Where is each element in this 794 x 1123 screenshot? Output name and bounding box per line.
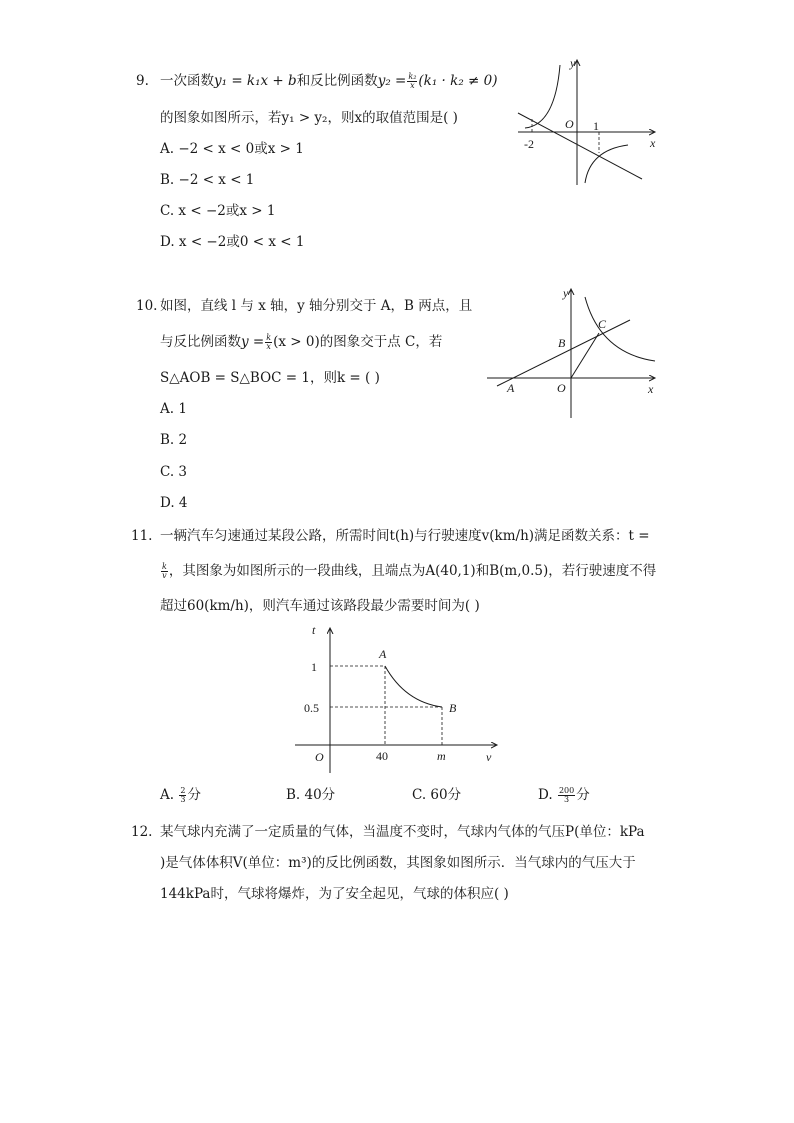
q11-curve [385,666,442,707]
question-10-line-2 [160,333,442,351]
q9-math-y2: y₂ = [377,73,407,89]
q10-fraction: $\frac{k}{x}$ [266,333,272,351]
q9-hyperbola-right [585,145,628,183]
question-9-option-a[interactable]: A. −2 < x < 0或x > 1 [160,141,304,157]
question-10-option-d[interactable]: D. 4 [160,495,188,511]
question-11-option-a[interactable]: A. $\frac{2}{3}$ 分 [160,786,201,804]
q11-point-b: B [449,701,457,715]
q10-point-b: B [558,336,566,350]
question-9-option-b[interactable]: B. −2 < x < 1 [160,172,255,188]
question-11-figure [290,618,510,778]
q10-point-c: C [598,317,607,331]
q10-x-label: x [648,382,654,396]
q11-y-label: t [312,623,316,637]
question-9-line-1 [160,72,497,90]
q11-line-2-text: ，其图象为如图所示的一段曲线，且端点为A(40,1)和B(m,0.5)，若行驶速度不得 [168,563,657,579]
question-9-line-2: 的图象如图所示，若y₁ > y₂，则x的取值范围是( ) [160,110,458,126]
question-10-option-b[interactable]: B. 2 [160,432,188,448]
q10-y-label: y [563,286,569,300]
q10-math-y: y = [241,334,265,350]
q11-origin-label: O [315,750,324,764]
q10-origin-label: O [557,381,566,395]
q11-x-label: v [486,750,492,764]
question-11-line-3: 超过60(km/h)，则汽车通过该路段最少需要时间为( ) [160,598,480,614]
q11-option-d-fraction: $\frac{200}{3}$ [558,786,575,804]
question-12-line-2: )是气体体积V(单位：m³)的反比例函数，其图象如图所示．当气球内的气压大于 [160,855,636,871]
question-12-number: 12. [131,824,153,840]
question-10-figure [485,283,665,423]
q9-text-a: 一次函数 [160,73,214,89]
q10-segment-oc [571,333,599,378]
q9-origin-label: O [565,117,574,131]
question-11-option-d[interactable]: D. $\frac{200}{3}$ 分 [538,786,590,804]
q11-fraction: $\frac{k}{v}$ [162,562,167,580]
question-9-figure [510,55,670,190]
question-10-option-c[interactable]: C. 3 [160,464,188,480]
q11-tick-1: 1 [311,660,317,674]
question-10-option-a[interactable]: A. 1 [160,401,187,417]
question-11-number: 11. [131,528,153,544]
q11-tick-05: 0.5 [304,701,319,715]
q10-text-c: (x > 0)的图象交于点 C，若 [273,334,443,350]
q9-tick-1: 1 [593,119,599,133]
q9-text-c: 和反比例函数 [296,73,378,89]
question-10-line-1: 如图，直线 l 与 x 轴，y 轴分别交于 A，B 两点，且 [160,298,473,314]
q9-tick-neg2: -2 [524,137,534,151]
q10-text-a: 与反比例函数 [160,334,241,350]
question-10-number: 10. [136,298,158,314]
q11-option-a-fraction: $\frac{2}{3}$ [180,786,186,804]
q10-point-a: A [507,381,515,395]
question-9-option-c[interactable]: C. x < −2或x > 1 [160,203,276,219]
q10-hyperbola [585,297,655,361]
q10-line-l [497,320,630,386]
question-11-line-1: 一辆汽车匀速通过某段公路，所需时间t(h)与行驶速度v(km/h)满足函数关系：t = [160,528,650,544]
q9-fraction: $\frac{\text{k₂}}{x}$ [408,72,417,90]
question-10-line-3: S△AOB = S△BOC = 1，则k = ( ) [160,370,380,386]
q11-tick-m: m [437,749,446,763]
q9-y-label: y [570,56,576,70]
question-11-line-2 [160,562,656,580]
question-9-number: 9. [136,73,149,89]
q9-x-label: x [650,136,656,150]
question-12-line-1: 某气球内充满了一定质量的气体，当温度不变时，气球内气体的气压P(单位：kPa [160,824,645,840]
q11-point-a: A [379,647,387,661]
q9-hyperbola-left [525,65,560,128]
q9-math-y1: y₁ = k₁x + b [214,73,297,89]
q9-condition: (k₁ · k₂ ≠ 0) [418,73,498,89]
question-11-option-c[interactable]: C. 60分 [412,787,462,803]
question-12-line-3: 144kPa时，气球将爆炸，为了安全起见，气球的体积应( ) [160,886,509,902]
question-11-option-b[interactable]: B. 40分 [286,787,336,803]
question-9-option-d[interactable]: D. x < −2或0 < x < 1 [160,234,305,250]
q11-tick-40: 40 [376,749,388,763]
